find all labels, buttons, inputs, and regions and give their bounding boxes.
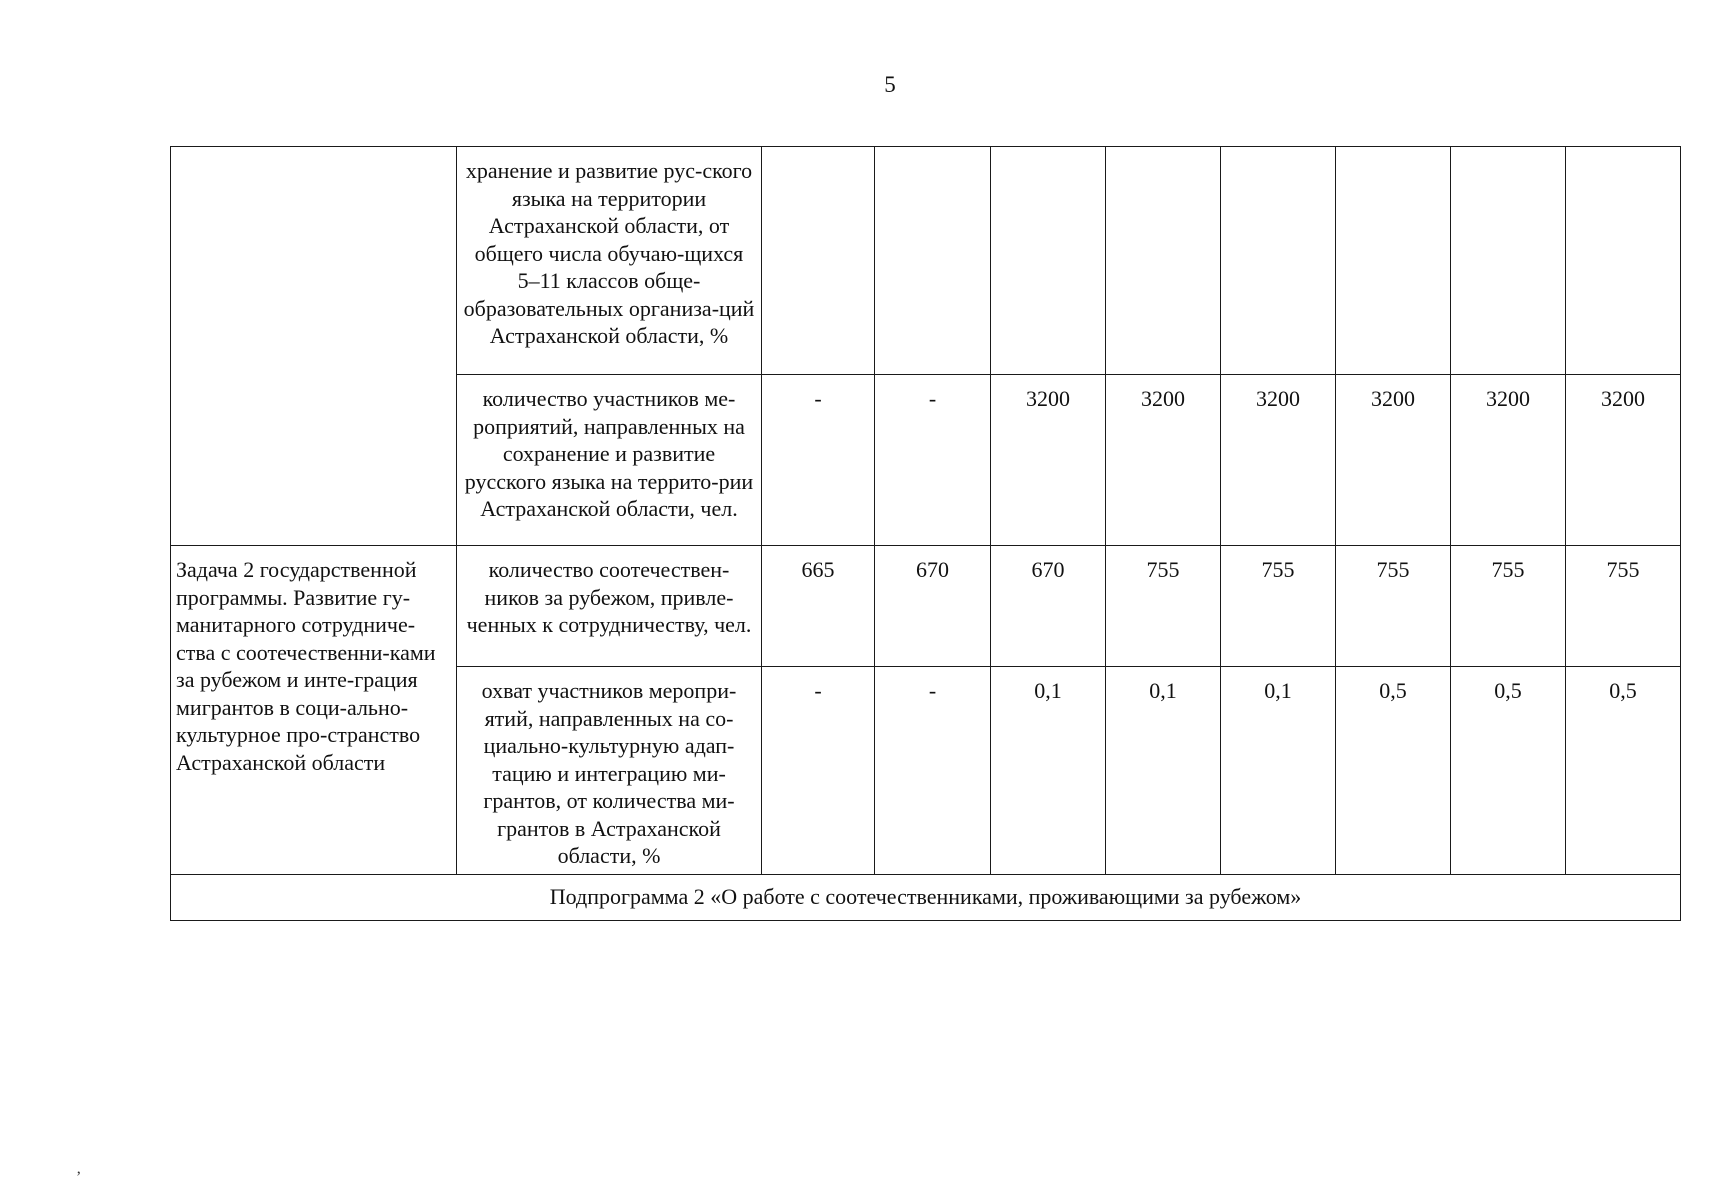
value-cell: - [762, 667, 875, 875]
indicators-table [170, 146, 1681, 921]
value-cell: 3200 [1336, 375, 1451, 546]
value-cell: 755 [1106, 546, 1221, 667]
value-cell [1451, 147, 1566, 375]
value-cell: 0,1 [991, 667, 1106, 875]
value-cell: 0,1 [1221, 667, 1336, 875]
value-cell: - [875, 667, 991, 875]
table-row [171, 546, 1681, 667]
subprogram-heading: Подпрограмма 2 «О работе с соотечественниками, проживающими за рубежом» [171, 874, 1681, 921]
indicator-cell: хранение и развитие рус-ского языка на территории Астраханской области, от общего числа обучаю-щихся 5–11 классов обще-образовательных организа-ций Астраханской области, % [457, 147, 762, 375]
value-cell [1106, 147, 1221, 375]
task-cell-empty [171, 147, 457, 546]
value-cell: 3200 [1106, 375, 1221, 546]
indicator-cell: охват участников меропри-ятий, направленных на со-циально-культурную адап-тацию и интеграцию ми-грантов, от количества ми-грантов в Астраханской области, % [457, 667, 762, 875]
value-cell: 0,5 [1451, 667, 1566, 875]
value-cell: 3200 [991, 375, 1106, 546]
value-cell: 0,5 [1566, 667, 1681, 875]
value-cell: 0,1 [1106, 667, 1221, 875]
value-cell: - [875, 375, 991, 546]
value-cell [1336, 147, 1451, 375]
table-row [171, 874, 1681, 921]
value-cell [875, 147, 991, 375]
value-cell [1221, 147, 1336, 375]
value-cell: 670 [875, 546, 991, 667]
value-cell: 0,5 [1336, 667, 1451, 875]
value-cell [991, 147, 1106, 375]
table-row [171, 147, 1681, 375]
value-cell: - [762, 375, 875, 546]
value-cell: 755 [1336, 546, 1451, 667]
value-cell [1566, 147, 1681, 375]
value-cell: 755 [1566, 546, 1681, 667]
value-cell [762, 147, 875, 375]
value-cell: 755 [1221, 546, 1336, 667]
page-number: 5 [884, 72, 896, 97]
value-cell: 670 [991, 546, 1106, 667]
value-cell: 665 [762, 546, 875, 667]
value-cell: 3200 [1221, 375, 1336, 546]
indicator-cell: количество соотечествен-ников за рубежом, привле-ченных к сотрудничеству, чел. [457, 546, 762, 667]
indicator-cell: количество участников ме-роприятий, направленных на сохранение и развитие русского языка на террито-рии Астраханской области, чел. [457, 375, 762, 546]
scan-mark: ‚ [76, 1160, 82, 1177]
task-cell: Задача 2 государственной программы. Развитие гу-манитарного сотрудниче-ства с соотечественни-ками за рубежом и инте-грация мигрантов в соци-ально-культурное про-странство Астраханской области [171, 546, 457, 875]
value-cell: 3200 [1566, 375, 1681, 546]
value-cell: 3200 [1451, 375, 1566, 546]
value-cell: 755 [1451, 546, 1566, 667]
